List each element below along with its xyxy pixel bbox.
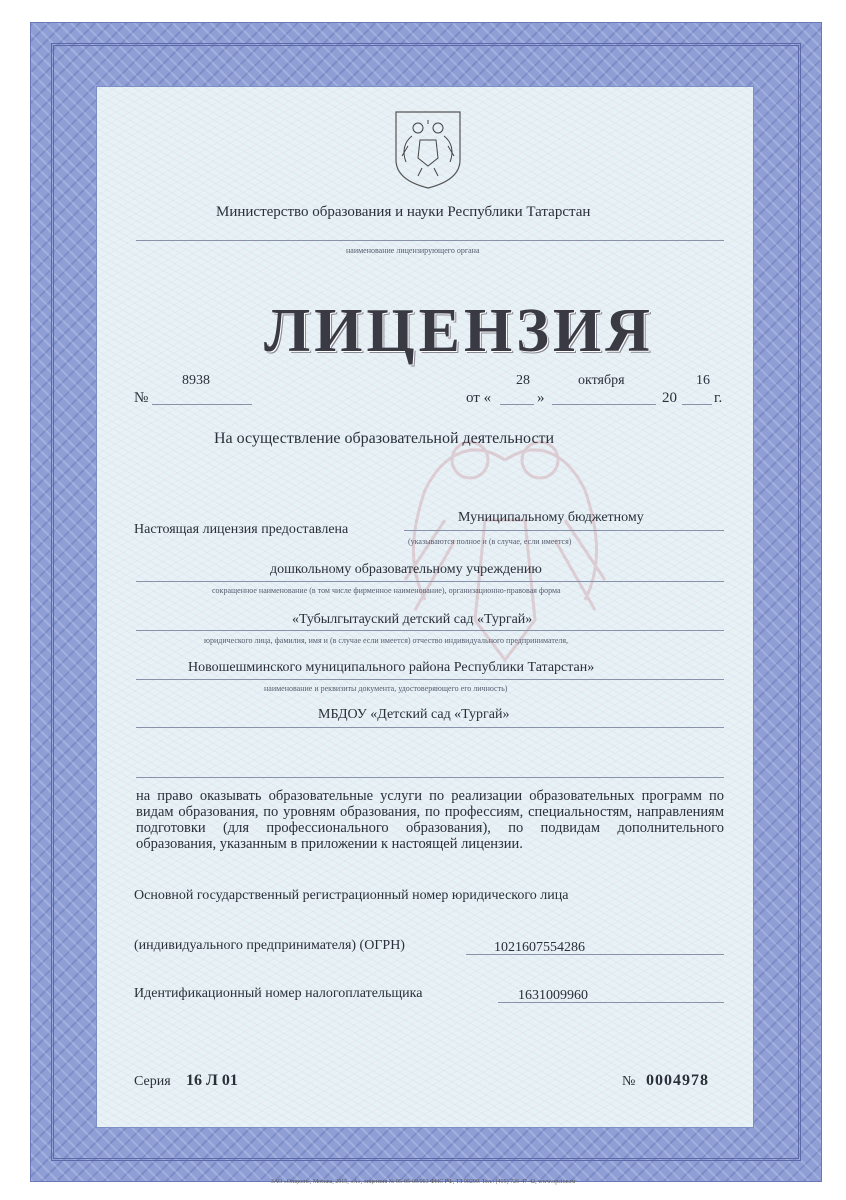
date-from-label: от « bbox=[466, 390, 492, 406]
blank-number-label: № bbox=[622, 1074, 636, 1089]
license-purpose: На осуществление образовательной деятельности bbox=[214, 430, 555, 447]
ogrn-label-line-1: Основной государственный регистрационный номер юридического лица bbox=[134, 888, 569, 903]
ogrn-value: 1021607554286 bbox=[494, 940, 585, 955]
coat-of-arms-icon bbox=[392, 108, 464, 190]
inn-label: Идентификационный номер налогоплательщика bbox=[134, 986, 423, 1001]
inn-value: 1631009960 bbox=[518, 988, 588, 1003]
printer-footer: ЗАО «Опцион», Москва, 2015, «А», лицензия № 05-05-09/003 ФНС РФ, ТЗ 90299. Тел.: (495) 726-47-42, www.opcion.ru bbox=[270, 1179, 576, 1185]
series-value: 16 Л 01 bbox=[186, 1072, 238, 1089]
org-underline-1 bbox=[404, 530, 724, 531]
date-month: октября bbox=[578, 373, 625, 388]
org-underline-4 bbox=[136, 679, 724, 680]
date-year-underline bbox=[682, 404, 712, 405]
org-short-name: МБДОУ «Детский сад «Тургай» bbox=[318, 707, 510, 722]
granted-label: Настоящая лицензия предоставлена bbox=[134, 522, 349, 537]
caption-2: сокращенное наименование (в том числе фирменное наименование), организационно-правовая форма bbox=[212, 586, 561, 595]
caption-4: наименование и реквизиты документа, удостоверяющего его личность) bbox=[264, 684, 508, 693]
series-label: Серия bbox=[134, 1074, 171, 1089]
date-day: 28 bbox=[516, 373, 530, 388]
org-name-line-1: Муниципальному бюджетному bbox=[458, 510, 644, 525]
org-name-line-3: «Тубылгытауский детский сад «Тургай» bbox=[292, 612, 533, 627]
date-year-suffix: 16 bbox=[696, 373, 710, 388]
date-day-close: » bbox=[537, 390, 545, 406]
number-label: № bbox=[134, 390, 149, 406]
date-year-prefix: 20 bbox=[662, 390, 677, 406]
org-name-line-4: Новошешминского муниципального района Республики Татарстан» bbox=[188, 660, 595, 675]
org-name-line-2: дошкольному образовательному учреждению bbox=[270, 562, 542, 577]
authority-caption: наименование лицензирующего органа bbox=[346, 246, 480, 255]
date-month-underline bbox=[552, 404, 656, 405]
date-g: г. bbox=[714, 390, 723, 406]
org-underline-3 bbox=[136, 630, 724, 631]
org-underline-5 bbox=[136, 727, 724, 728]
license-number: 8938 bbox=[182, 373, 210, 388]
ogrn-label-line-2: (индивидуального предпринимателя) (ОГРН) bbox=[134, 938, 405, 953]
caption-1: (указываются полное и (в случае, если имеется) bbox=[408, 537, 572, 546]
authority-underline bbox=[136, 240, 724, 241]
license-rights-text: на право оказывать образовательные услуги по реализации образовательных программ по видам образования, по уровням образования, по профессиям, специальностям, направлениям подготовки (для профессионального образования), по подвидам дополнительного образования, указанным в приложении к настоящей лицензии. bbox=[136, 788, 724, 852]
licensing-authority: Министерство образования и науки Республики Татарстан bbox=[216, 204, 591, 220]
number-underline bbox=[152, 404, 252, 405]
org-underline-2 bbox=[136, 581, 724, 582]
date-day-underline bbox=[500, 404, 534, 405]
document-title: ЛИЦЕНЗИЯ bbox=[264, 297, 654, 365]
caption-3: юридического лица, фамилия, имя и (в случае если имеется) отчество индивидуального предпринимателя, bbox=[204, 636, 569, 645]
blank-number-value: 0004978 bbox=[646, 1072, 709, 1089]
org-underline-6 bbox=[136, 777, 724, 778]
